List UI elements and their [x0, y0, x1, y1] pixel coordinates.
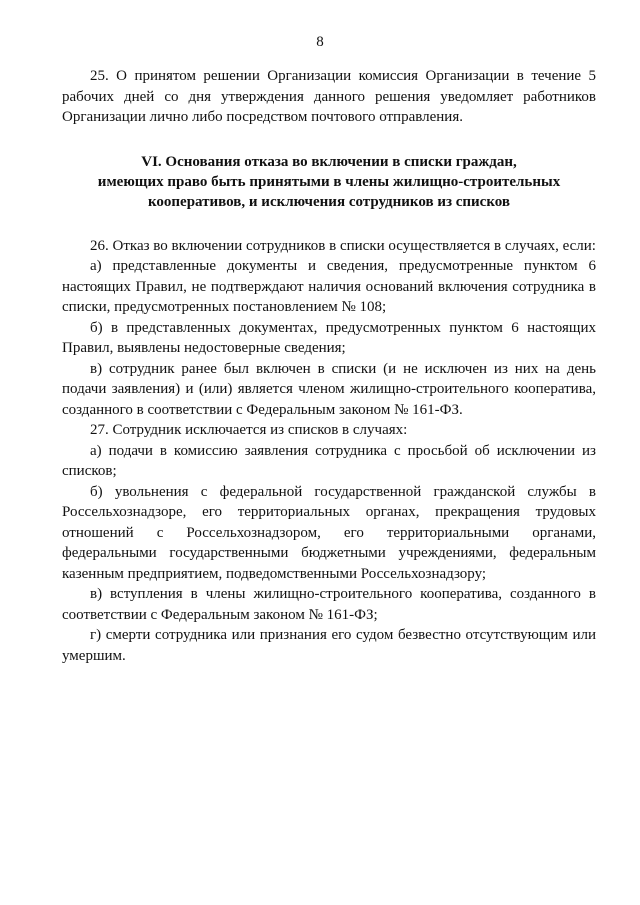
page-number: 8	[316, 34, 324, 50]
document-body	[62, 66, 596, 666]
paragraph-27-v: в) вступления в члены жилищно-строительного кооператива, созданного в соответствии с Федеральным законом № 161-ФЗ;	[62, 586, 596, 623]
paragraph-27: 27. Сотрудник исключается из списков в случаях:	[90, 422, 408, 438]
section-heading-line: кооперативов, и исключения сотрудников из списков	[147, 193, 511, 210]
paragraph-26-v: в) сотрудник ранее был включен в списки (и не исключен из них на день подачи заявления) и (или) является членом жилищно-строительного кооператива, созданного в соответствии с Федеральным законом № 161-ФЗ.	[62, 360, 596, 418]
paragraph-26-b: б) в представленных документах, предусмотренных пунктом 6 настоящих Правил, выявлены недостоверные сведения;	[62, 319, 596, 356]
paragraph-27-a: а) подачи в комиссию заявления сотрудника с просьбой об исключении из списков;	[62, 442, 596, 479]
section-heading-line: имеющих право быть принятыми в члены жилищно-строительных	[97, 173, 561, 190]
paragraph-27-b: б) увольнения с федеральной государственной гражданской службы в Россельхознадзоре, его территориальных органах, прекращения трудовых отношений с Россельхознадзором, его территориальными органами, федеральными государственными бюджетными учреждениями, федеральным казенным предприятием, подведомственными Россельхознадзору;	[62, 483, 596, 582]
section-heading-line: VI. Основания отказа во включении в списки граждан,	[141, 153, 517, 170]
paragraph-27-g: г) смерти сотрудника или признания его судом безвестно отсутствующим или умершим.	[62, 627, 596, 664]
paragraph-25: 25. О принятом решении Организации комиссия Организации в течение 5 рабочих дней со дня утверждения данного решения уведомляет работников Организации лично либо посредством почтового отправления.	[62, 68, 596, 125]
section-heading	[62, 152, 596, 212]
paragraph-26-a: а) представленные документы и сведения, предусмотренные пунктом 6 настоящих Правил, не подтверждают наличия оснований включения сотрудника в списки, предусмотренных постановлением № 108;	[62, 258, 596, 315]
paragraph-26: 26. Отказ во включении сотрудников в списки осуществляется в случаях, если:	[90, 237, 596, 254]
